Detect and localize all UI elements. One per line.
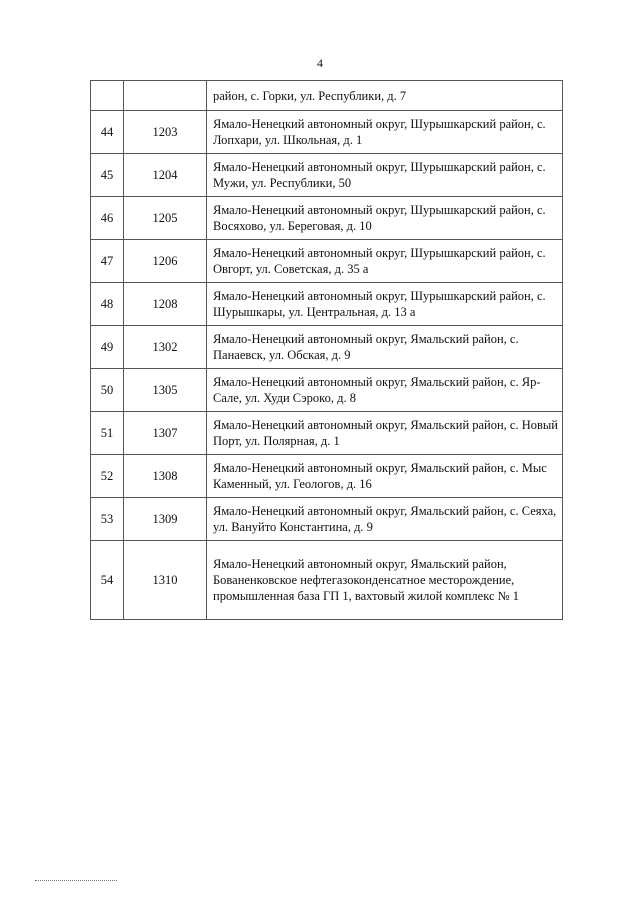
footer-divider xyxy=(35,880,117,881)
row-number: 46 xyxy=(91,197,124,240)
row-number: 49 xyxy=(91,326,124,369)
station-code: 1309 xyxy=(124,498,207,541)
station-code: 1305 xyxy=(124,369,207,412)
station-address: район, с. Горки, ул. Республики, д. 7 xyxy=(207,81,563,111)
station-code: 1206 xyxy=(124,240,207,283)
station-address: Ямало-Ненецкий автономный округ, Ямальский район, с. Панаевск, ул. Обская, д. 9 xyxy=(207,326,563,369)
station-address: Ямало-Ненецкий автономный округ, Ямальский район, с. Яр-Сале, ул. Худи Сэроко, д. 8 xyxy=(207,369,563,412)
page-number: 4 xyxy=(317,56,323,70)
row-number: 53 xyxy=(91,498,124,541)
station-code: 1307 xyxy=(124,412,207,455)
station-address: Ямало-Ненецкий автономный округ, Шурышкарский район, с. Мужи, ул. Республики, 50 xyxy=(207,154,563,197)
station-address: Ямало-Ненецкий автономный округ, Ямальский район, Бованенковское нефтегазоконденсатное месторождение, промышленная база ГП 1, вахтовый жилой комплекс № 1 xyxy=(207,541,563,620)
table-row xyxy=(91,326,563,369)
station-code: 1204 xyxy=(124,154,207,197)
row-number xyxy=(91,81,124,111)
table-row xyxy=(91,240,563,283)
station-code: 1205 xyxy=(124,197,207,240)
table-row xyxy=(91,412,563,455)
table-row xyxy=(91,498,563,541)
station-code: 1308 xyxy=(124,455,207,498)
row-number: 48 xyxy=(91,283,124,326)
row-number: 45 xyxy=(91,154,124,197)
table-row xyxy=(91,369,563,412)
table-row xyxy=(91,541,563,620)
station-address: Ямало-Ненецкий автономный округ, Шурышкарский район, с. Восяхово, ул. Береговая, д. 10 xyxy=(207,197,563,240)
row-number: 51 xyxy=(91,412,124,455)
table-row xyxy=(91,283,563,326)
row-number: 52 xyxy=(91,455,124,498)
table-row xyxy=(91,455,563,498)
table-row xyxy=(91,81,563,111)
station-code: 1208 xyxy=(124,283,207,326)
row-number: 50 xyxy=(91,369,124,412)
polling-stations-table xyxy=(90,80,563,620)
table-row xyxy=(91,197,563,240)
station-address: Ямало-Ненецкий автономный округ, Шурышкарский район, с. Овгорт, ул. Советская, д. 35 а xyxy=(207,240,563,283)
table-row xyxy=(91,111,563,154)
table-row xyxy=(91,154,563,197)
station-code xyxy=(124,81,207,111)
station-address: Ямало-Ненецкий автономный округ, Шурышкарский район, с. Лопхари, ул. Школьная, д. 1 xyxy=(207,111,563,154)
station-address: Ямало-Ненецкий автономный округ, Шурышкарский район, с. Шурышкары, ул. Центральная, д. 13 а xyxy=(207,283,563,326)
row-number: 47 xyxy=(91,240,124,283)
row-number: 44 xyxy=(91,111,124,154)
row-number: 54 xyxy=(91,541,124,620)
station-address: Ямало-Ненецкий автономный округ, Ямальский район, с. Сеяха, ул. Вануйто Константина, д. 9 xyxy=(207,498,563,541)
station-address: Ямало-Ненецкий автономный округ, Ямальский район, с. Мыс Каменный, ул. Геологов, д. 16 xyxy=(207,455,563,498)
station-code: 1302 xyxy=(124,326,207,369)
station-address: Ямало-Ненецкий автономный округ, Ямальский район, с. Новый Порт, ул. Полярная, д. 1 xyxy=(207,412,563,455)
station-code: 1203 xyxy=(124,111,207,154)
station-code: 1310 xyxy=(124,541,207,620)
